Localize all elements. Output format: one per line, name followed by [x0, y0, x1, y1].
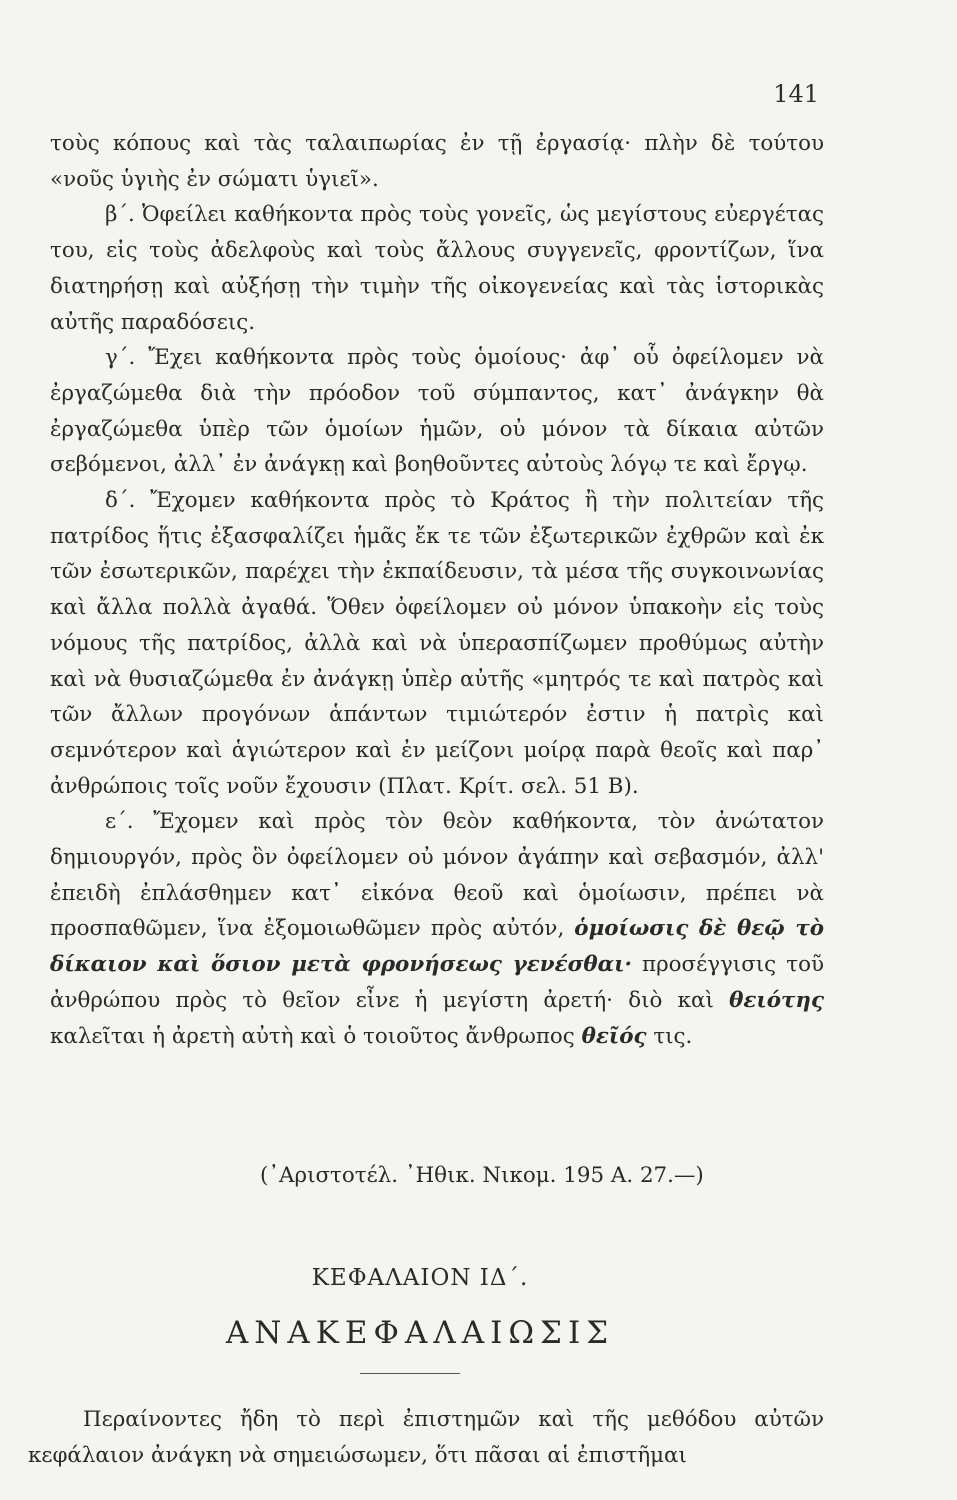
chapter-opening-paragraph: Περαίνοντες ἤδη τὸ περὶ ἐπιστημῶν καὶ τῆς μεθόδου αὐτῶν κεφάλαιον ἀνάγκη νὰ σημειώσωμεν, ὅτι πᾶσαι αἱ ἐπιστῆμαι: [28, 1407, 824, 1468]
paragraph-duties-god-intro: ε΄. Ἔχομεν καὶ πρὸς τὸν θεὸν καθήκοντα, τὸν ἀνώτατον δημιουργόν, πρὸς ὃν ὀφείλομεν οὐ μόνον ἀγάπην καὶ σεβασμόν, ἀλλ' ἐπειδὴ ἐπλάσθημεν κατ᾽ εἰκόνα θεοῦ καὶ ὁμοίωσιν, πρέπει νὰ προσπαθῶμεν, ἵνα ἐξομοιωθῶμεν πρὸς αὐτόν,: [50, 809, 824, 942]
emphasis-theios: θεῖός: [581, 1023, 647, 1049]
emphasis-theiotes: θειότης: [729, 987, 824, 1013]
chapter-title: ΑΝΑΚΕΦΑΛΑΙΩΣΙΣ: [225, 1315, 615, 1351]
body-text: [50, 126, 824, 1054]
page-number: 141: [773, 80, 819, 108]
paragraph-duties-god-middle: προσέγγισις τοῦ ἀνθρώπου πρὸς τὸ θεῖον εἶνε ἡ μεγίστη ἀρετή· διὸ καὶ: [50, 952, 824, 1013]
paragraph-duties-god-tail: τις.: [653, 1023, 693, 1049]
paragraph-work-health: τοὺς κόπους καὶ τὰς ταλαιπωρίας ἐν τῇ ἐργασίᾳ· πλὴν δὲ τούτου «νοῦς ὑγιὴς ἐν σώματι ὑγιεῖ».: [50, 131, 824, 192]
chapter-text: [28, 1402, 824, 1474]
chapter-label: ΚΕΦΑΛΑΙΟΝ ΙΔ΄.: [311, 1265, 529, 1291]
title-divider: [360, 1373, 460, 1374]
citation: (᾽Αριστοτέλ. ᾽Ηθικ. Νικομ. 195 Α. 27.—): [260, 1163, 704, 1188]
paragraph-duties-god: [50, 804, 824, 1054]
paragraph-duties-fellows: γ΄. Ἔχει καθήκοντα πρὸς τοὺς ὁμοίους· ἀφ᾽ οὗ ὀφείλομεν νὰ ἐργαζώμεθα διὰ τὴν πρόοδον τοῦ σύμπαντος, κατ᾽ ἀνάγκην θὰ ἐργαζώμεθα ὑπὲρ τῶν ὁμοίων ἡμῶν, οὐ μόνον τὰ δίκαια αὐτῶν σεβόμενοι, ἀλλ᾽ ἐν ἀνάγκῃ καὶ βοηθοῦντες αὐτοὺς λόγῳ τε καὶ ἔργῳ.: [50, 345, 824, 478]
emphasis-quote: ὁμοίωσις δὲ θεῷ τὸ δίκαιον καὶ ὅσιον μετὰ φρονήσεως γενέσθαι·: [50, 916, 824, 978]
paragraph-duties-state: δ΄. Ἔχομεν καθήκοντα πρὸς τὸ Κράτος ἢ τὴν πολιτείαν τῆς πατρίδος ἥτις ἐξασφαλίζει ἡμᾶς ἔκ τε τῶν ἐξωτερικῶν ἐχθρῶν καὶ ἐκ τῶν ἐσωτερικῶν, παρέχει τὴν ἐκπαίδευσιν, τὰ μέσα τῆς συγκοινωνίας καὶ ἄλλα πολλὰ ἀγαθά. Ὅθεν ὀφείλομεν οὐ μόνον ὑπακοὴν εἰς τοὺς νόμους τῆς πατρίδος, ἀλλὰ καὶ νὰ ὑπερασπίζωμεν προθύμως αὐτὴν καὶ νὰ θυσιαζώμεθα ἐν ἀνάγκῃ ὑπὲρ αὐτῆς «μητρός τε καὶ πατρὸς καὶ τῶν ἄλλων προγόνων ἁπάντων τιμιώτερόν ἐστιν ἡ πατρὶς καὶ σεμνότερον καὶ ἁγιώτερον καὶ ἐν μείζονι μοίρᾳ παρὰ θεοῖς καὶ παρ᾽ ἀνθρώποις τοῖς νοῦν ἔχουσιν (Πλατ. Κρίτ. σελ. 51 Β).: [50, 488, 824, 799]
paragraph-duties-family: β΄. Ὀφείλει καθήκοντα πρὸς τοὺς γονεῖς, ὡς μεγίστους εὐεργέτας του, εἰς τοὺς ἀδελφοὺς καὶ τοὺς ἄλλους συγγενεῖς, φροντίζων, ἵνα διατηρήσῃ καὶ αὐξήσῃ τὴν τιμὴν τῆς οἰκογενείας καὶ τὰς ἱστορικὰς αὐτῆς παραδόσεις.: [50, 202, 824, 335]
paragraph-duties-god-end: καλεῖται ἡ ἀρετὴ αὐτὴ καὶ ὁ τοιοῦτος ἄνθρωπος: [50, 1023, 575, 1049]
